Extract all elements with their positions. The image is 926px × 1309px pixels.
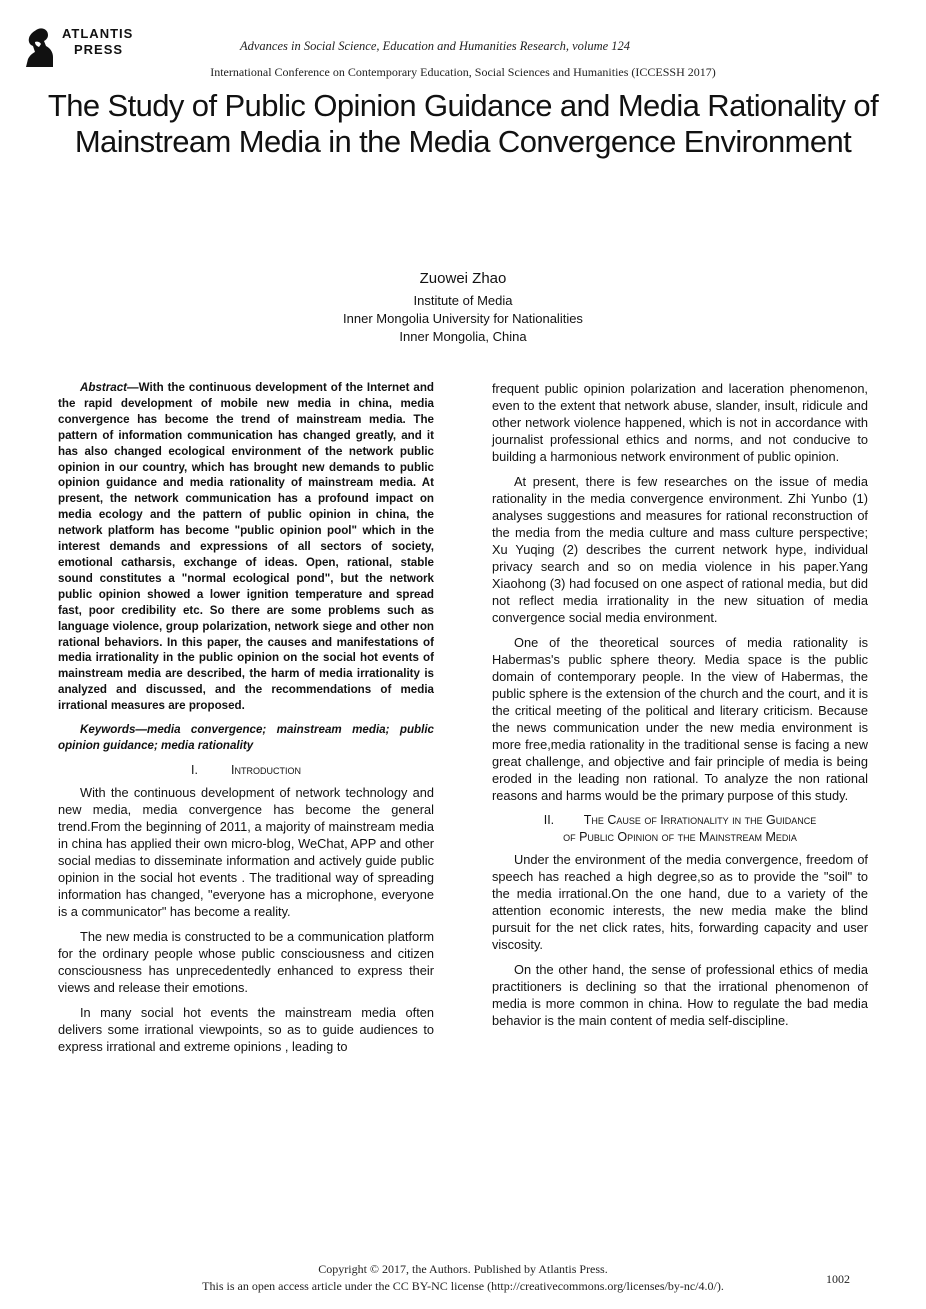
right-column (492, 380, 868, 1037)
section-title-line1: The Cause of Irrationality in the Guidance (583, 813, 817, 827)
logo-text-press: PRESS (74, 42, 124, 57)
section-title: Introduction (231, 763, 301, 778)
journal-name: Advances in Social Science, Education and Humanities Research, volume 124 (240, 39, 631, 53)
left-column (58, 380, 434, 1055)
body-paragraph-continued: frequent public opinion polarization and laceration phenomenon, even to the extent that network abuse, slander, insult, ridicule and other network violence happened, which is not in accordance with journalist professional ethics and norms, and not conducive to building a harmonious network environment of public opinion. (492, 381, 868, 464)
body-paragraph: With the continuous development of network technology and new media, media convergence has become the general trend.From the beginning of 2011, a majority of mainstream media in china has applied their own micro-blog, WeChat, APP and other social medias to disseminate information and actively guide public opinion in the social hot events . The traditional way of spreading information has changed, "everyone has a microphone, everyone is a communicator" has become a reality. (58, 785, 434, 920)
footer (0, 1261, 926, 1295)
section-number: II. (543, 813, 555, 827)
section-heading-introduction (58, 762, 434, 779)
body-paragraph: In many social hot events the mainstream media often delivers some irrational viewpoints, so as to guide audiences to express irrational and extreme opinions , leading to (58, 1005, 434, 1055)
author-location: Inner Mongolia, China (399, 329, 527, 344)
conference-name: International Conference on Contemporary Education, Social Sciences and Humanities (ICCESSH 2017) (210, 65, 716, 79)
body-paragraph: At present, there is few researches on the issue of media rationality in the media convergence environment. Zhi Yunbo (1) analyses suggestions and measures for rational reconstruction of the media from the media culture and mass culture perspective; Xu Yuqing (2) describes the current network hype, individual privacy search and so on media violence in his paper.Yang Xiaohong (3) had focused on one aspect of rational media, but did not reflect media irrationality in the new situation of media convergence social media environment. (492, 474, 868, 625)
body-paragraph: On the other hand, the sense of professional ethics of media practitioners is declining so that the irrational phenomenon of media is more common in china. How to regulate the bad media behavior is the main content of media self-discipline. (492, 962, 868, 1028)
page-number: 1002 (826, 1272, 850, 1286)
author-name: Zuowei Zhao (419, 270, 507, 287)
keywords-dash: — (135, 723, 148, 737)
abstract-text: With the continuous development of the Internet and the rapid development of mobile new media in china, media convergence has become the trend of mainstream media. The pattern of information communication has changed greatly, and it has also changed ecological environment of the network public opinion in our country, which has brought new demands to public opinion guidance and media rationality of mainstream media. At present, the network communication has a profound impact on media ecology and the pattern of public opinion in china, the network platform has become "public opinion pool" which in the interest demands and expressions of all sectors of society, emotional catharsis, exchange of ideas. Open, rational, stable sound constitutes a "normal ecological pond", but the network public opinion showed a lower ignition temperature and spread fast, poor credibility etc. So there are some problems such as language violence, group polarization, network siege and other non rational behaviors. In this paper, the causes and manifestations of media irrationality in the public opinion on the social hot events of mainstream media are described, the harm of media irrationality is analyzed and discussed, and the recommendations of media irrational measures are proposed. (58, 381, 434, 713)
body-paragraph: The new media is constructed to be a communication platform for the ordinary people whose public consciousness and citizen consciousness has unprecedentedly enhanced to express their views and release their emotions. (58, 929, 434, 996)
paper-title: The Study of Public Opinion Guidance and Media Rationality of Mainstream Media in the Media Convergence Environment (47, 88, 879, 159)
logo-text-atlantis: ATLANTIS (62, 26, 134, 41)
thinker-statue-icon (22, 26, 58, 68)
body-paragraph: Under the environment of the media convergence, freedom of speech has reached a high degree,so as to provide the "soil" to the media irrational.On the one hand, due to a variety of the attention economic interests, the new media make the blind pursuit for the net click rates, hits, forwarding capacity and user viscosity. (492, 852, 868, 952)
keywords-label: Keywords (80, 723, 136, 737)
section-title-line2: of Public Opinion of the Mainstream Media (563, 830, 797, 844)
keywords-text: media convergence; mainstream media; public opinion guidance; media rationality (58, 723, 434, 753)
section-heading-cause (492, 812, 868, 846)
author-block (0, 269, 926, 346)
body-paragraph: One of the theoretical sources of media rationality is Habermas's public sphere theory. Media space is the public domain of contemporary people. In the view of Habermas, the public sphere is the extension of the church and the court, and it is the critical meeting of the political and literary criticism. Because the news communication under the new media environment is more free,media rationality in the traditional sense is facing a new great challenge, and objective and fair principle of media is being eroded in the leading non rational. To analyze the non rational reasons and harms would be the primary purpose of this study. (492, 635, 868, 803)
author-university: Inner Mongolia University for Nationalities (343, 311, 583, 326)
abstract (58, 380, 434, 714)
copyright-notice: Copyright © 2017, the Authors. Published by Atlantis Press. (318, 1262, 608, 1276)
keywords (58, 722, 434, 754)
abstract-label: Abstract (80, 381, 128, 394)
atlantis-press-logo (22, 24, 142, 70)
section-number: I. (191, 763, 198, 778)
author-affiliation: Institute of Media (413, 293, 513, 308)
license-notice: This is an open access article under the CC BY-NC license (http://creativecommons.org/licenses/by-nc/4.0/). (202, 1279, 724, 1293)
abstract-dash: — (127, 381, 139, 394)
